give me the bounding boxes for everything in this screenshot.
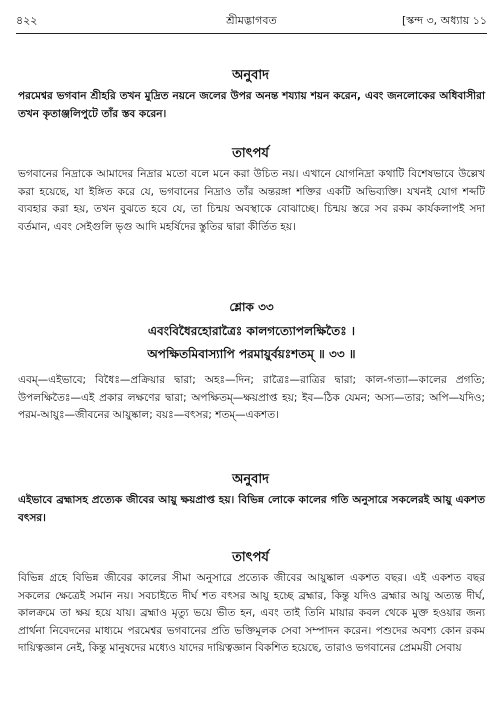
purport-heading-2: তাৎপর্য (232, 550, 269, 565)
purport-text-2: বিভিন্ন গ্রহে বিভিন্ন জীবের কালের সীমা অনুসারে প্রত্যেক জীবের আয়ুষ্কাল একশত বছর। এই একশত বছর সকলের ক্ষেত্রেই সমান নয়। সবচাইতে দীর্ঘ শত বৎসর আয়ু হচ্ছে ব্রহ্মার, কিন্তু যদিও ব্রহ্মার আয়ু অত্যন্ত দীর্ঘ, কালক্রমে তা ক্ষয় হয়ে যায়। ব্রহ্মাও মৃত্যু ভয়ে ভীত হন, এবং তাই তিনি মায়ার কবল থেকে মুক্ত হওয়ার জন্য প্রার্থনা নিবেদনের মাধ্যমে পরমেশ্বর ভগবানের প্রতি ভক্তিমূলক সেবা সম্পাদন করেন। পশুদের অবশ্য কোন রকম দায়িত্বজ্ঞান নেই, কিন্তু মানুষদের মধ্যেও যাদের দায়িত্বজ্ঞান বিকশিত হয়েছে, তারাও ভগবানের প্রেমময়ী সেবায় (18, 572, 485, 654)
verse-number: শ্লোক ৩৩ (229, 300, 274, 314)
purport-text: ভগবানের নিদ্রাকে আমাদের নিদ্রার মতো বলে মনে করা উচিত নয়। এখানে যোগনিদ্রা কথাটি বিশেষভাবে উল্লেখ করা হয়েছে, যা ইঙ্গিত করে যে, ভগবানের নিদ্রাও তাঁর অন্তরঙ্গা শক্তির একটি অভিব্যক্তি। যখনই যোগ শব্দটি ব্যবহার করা হয়, তখন বুঝতে হবে যে, তা চিন্ময় অবস্থাকে বোঝাচ্ছে। চিন্ময় স্তরে সব রকম কার্যকলাপই সদা বর্তমান, এবং সেইগুলি ভৃগু আদি মহর্ষিদের স্তুতির দ্বারা কীর্তিত হয়। (18, 168, 485, 233)
header-rule (16, 33, 487, 34)
translation-heading: অনুবাদ (232, 68, 269, 83)
page-header (16, 8, 487, 32)
verse-line-1: এবংবিধৈরহোরাত্রৈঃ কালগত্যোপলক্ষিতৈঃ । (147, 324, 356, 338)
translation-heading-2: অনুবাদ (232, 472, 269, 487)
verse-line-2: অপক্ষিতমিবাস্যাপি পরমায়ুর্বয়ঃশতম্ ॥ ৩৩ ॥ (147, 347, 356, 361)
book-title: শ্রীমদ্ভাগবত (226, 14, 277, 27)
page-number: ৪২২ (16, 14, 38, 27)
purport-heading: তাৎপর্য (232, 146, 269, 161)
chapter-reference: [স্কন্দ ৩, অধ্যায় ১১ (401, 14, 487, 27)
synonyms-text: এবম্—এইভাবে; বিধৈঃ—প্রক্রিয়ার দ্বারা; অহঃ—দিন; রাত্রৈঃ—রাত্রির দ্বারা; কাল-গত্যা—কালের প্রগতি; উপলক্ষিতৈঃ—এই প্রকার লক্ষণের দ্বারা; অপক্ষিতম্—ক্ষয়প্রাপ্ত হয়; ইব—ঠিক যেমন; অস্য—তার; অপি—যদিও; পরম-আয়ুঃ—জীবনের আয়ুষ্কাল; বয়ঃ—বৎসর; শতম্—একশত। (18, 374, 485, 421)
translation-text: পরমেশ্বর ভগবান শ্রীহরি তখন মুদ্রিত নয়নে জলের উপর অনন্ত শয্যায় শয়ন করেন, এবং জনলোকের অধিবাসীরা তখন কৃতাঞ্জলিপুটে তাঁর স্তব করেন। (18, 90, 485, 120)
translation-text-2: এইভাবে ব্রহ্মাসহ প্রত্যেক জীবের আয়ু ক্ষয়প্রাপ্ত হয়। বিভিন্ন লোকে কালের গতি অনুসারে সকলেরই আয়ু একশত বৎসর। (18, 494, 485, 524)
